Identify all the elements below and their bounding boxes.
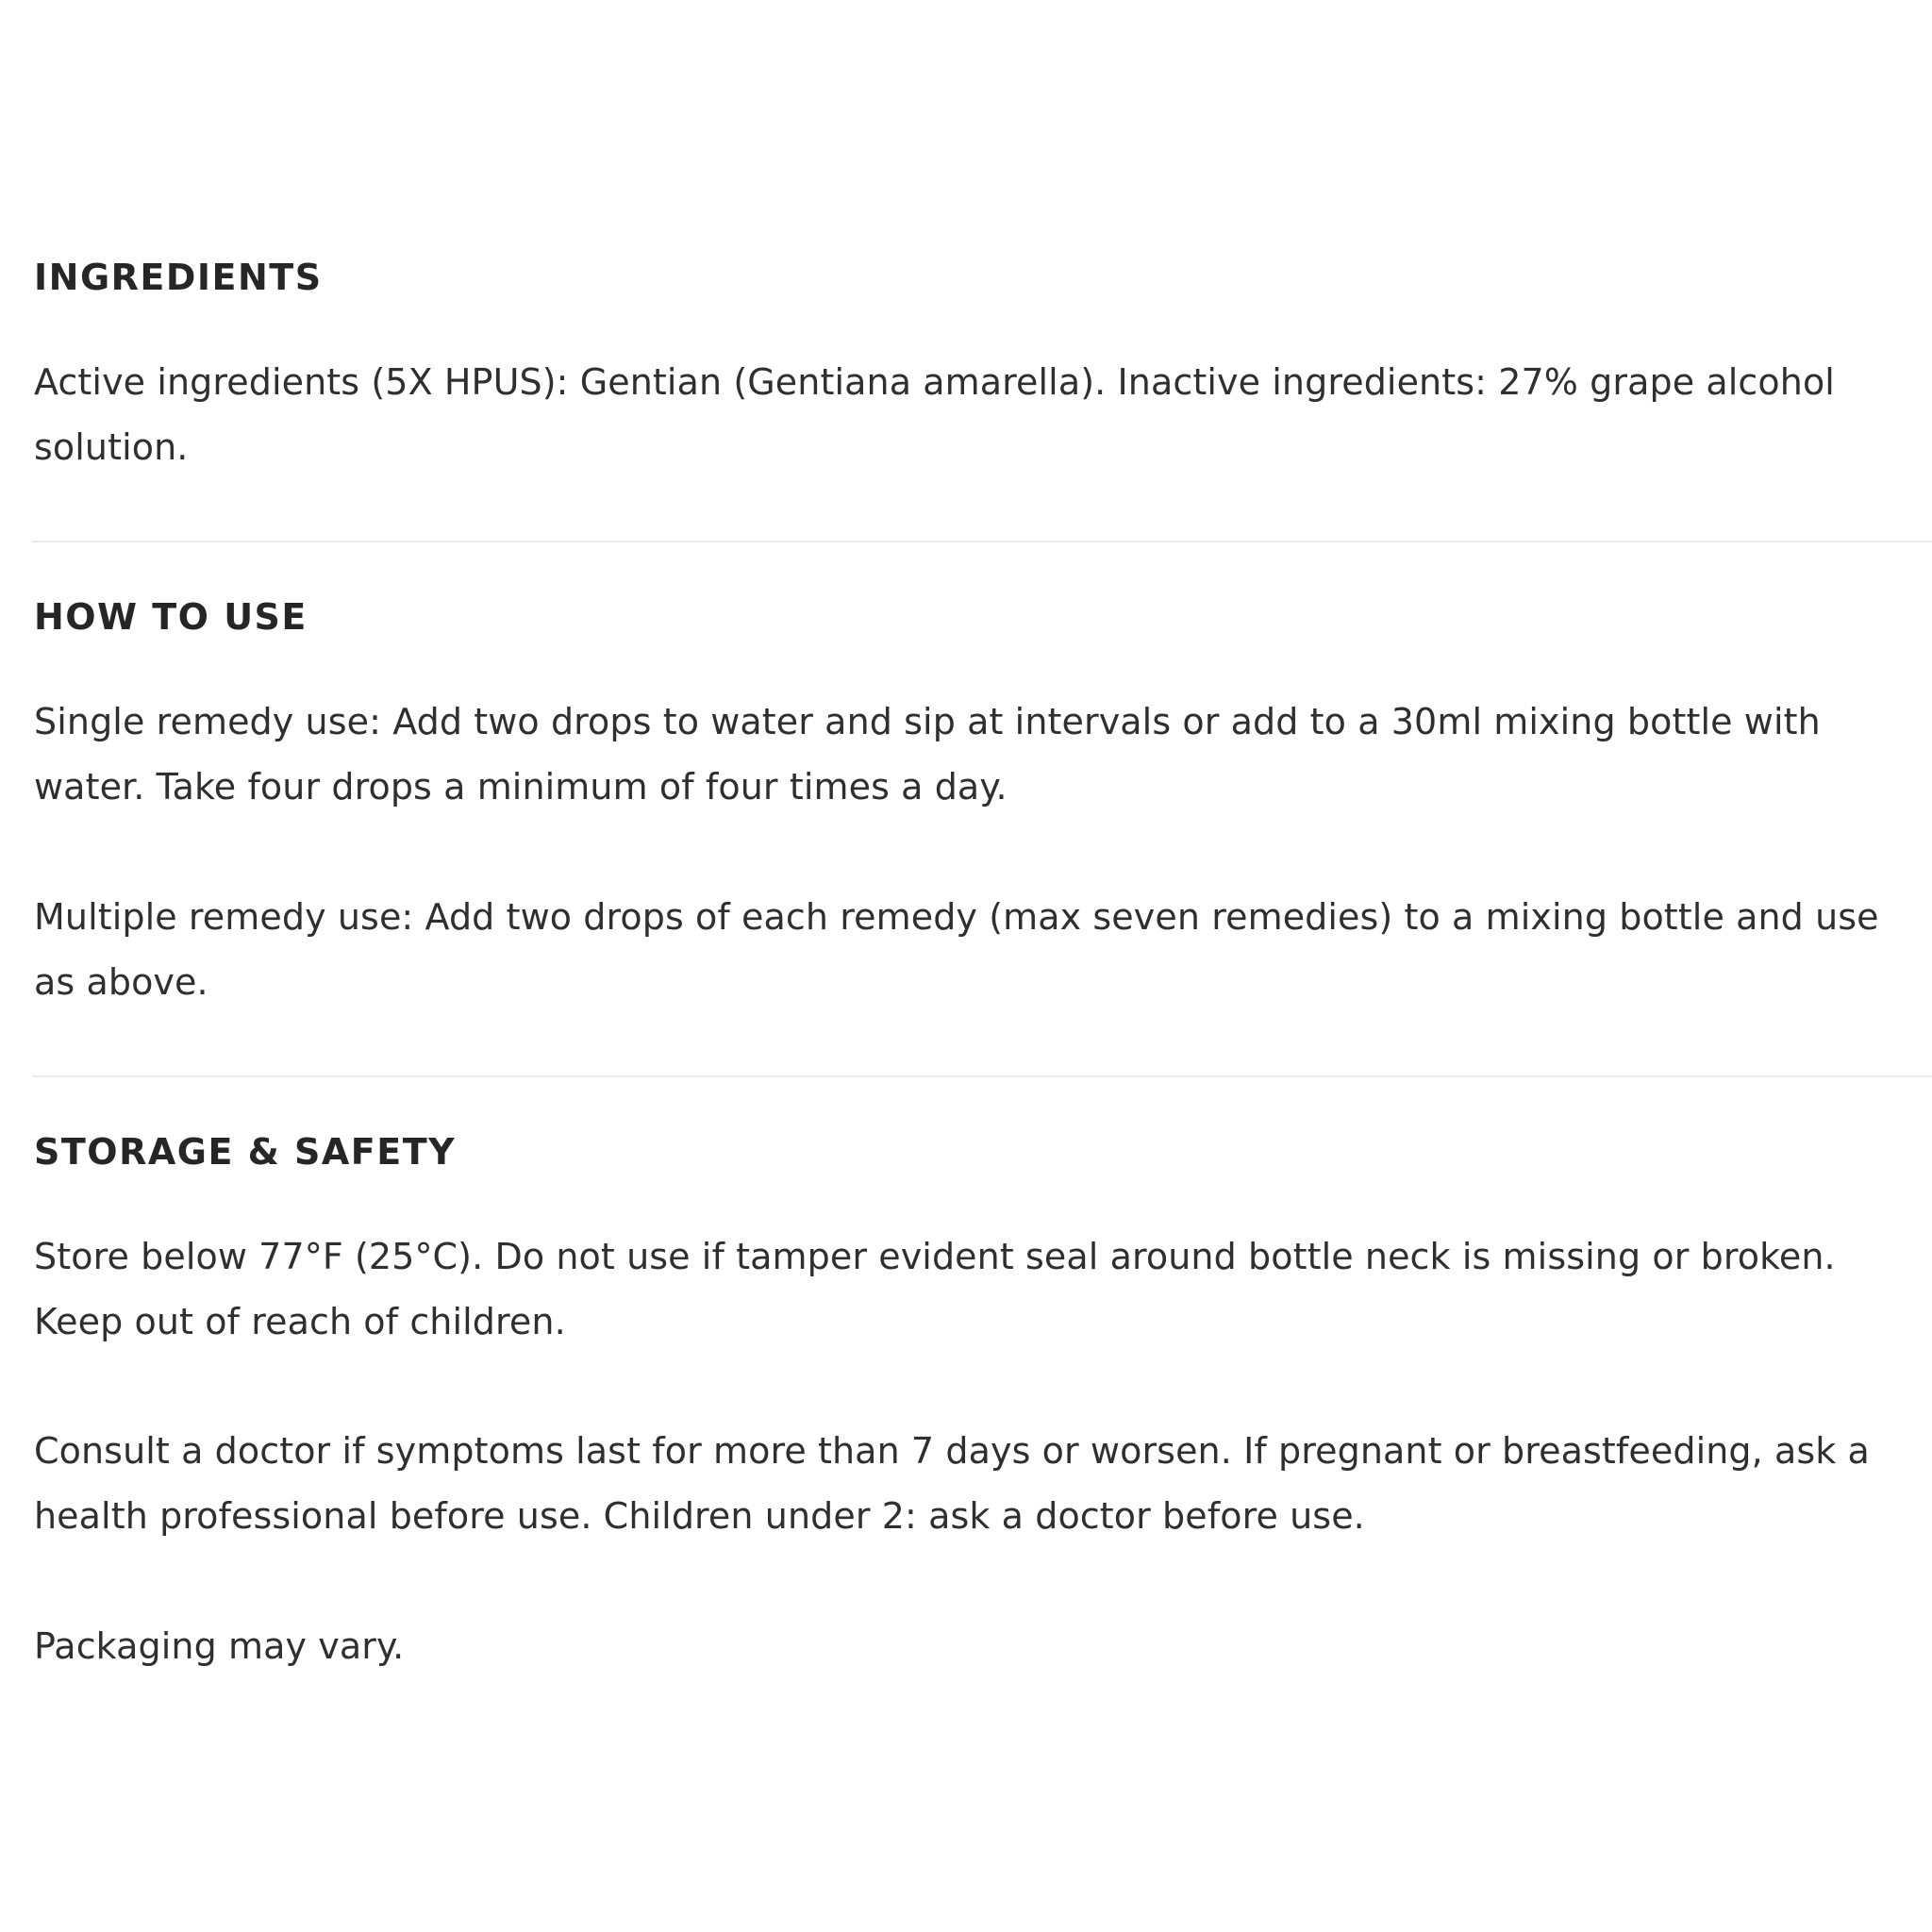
section-divider [32,1075,1932,1077]
multiple-remedy-text: Multiple remedy use: Add two drops of each remedy (max seven remedies) to a mixing bottle and use as above. [34,896,1879,1003]
single-remedy-text: Single remedy use: Add two drops to water and sip at intervals or add to a 30ml mixing bottle with water. Take four drops a minimum of four times a day. [34,701,1821,808]
ingredients-text: Active ingredients (5X HPUS): Gentian (Gentiana amarella). Inactive ingredients: 27% grape alcohol solution. [34,361,1835,468]
how-to-use-heading: HOW TO USE [34,596,308,638]
packaging-note: Packaging may vary. [34,1625,405,1667]
consult-doctor-text: Consult a doctor if symptoms last for more than 7 days or worsen. If pregnant or breastfeeding, ask a health professional before use. Children under 2: ask a doctor before use. [34,1430,1870,1537]
section-divider [32,541,1932,542]
ingredients-heading: INGREDIENTS [34,257,323,298]
storage-safety-heading: STORAGE & SAFETY [34,1131,457,1173]
storage-text: Store below 77°F (25°C). Do not use if tamper evident seal around bottle neck is missing or broken. Keep out of reach of children. [34,1236,1836,1342]
